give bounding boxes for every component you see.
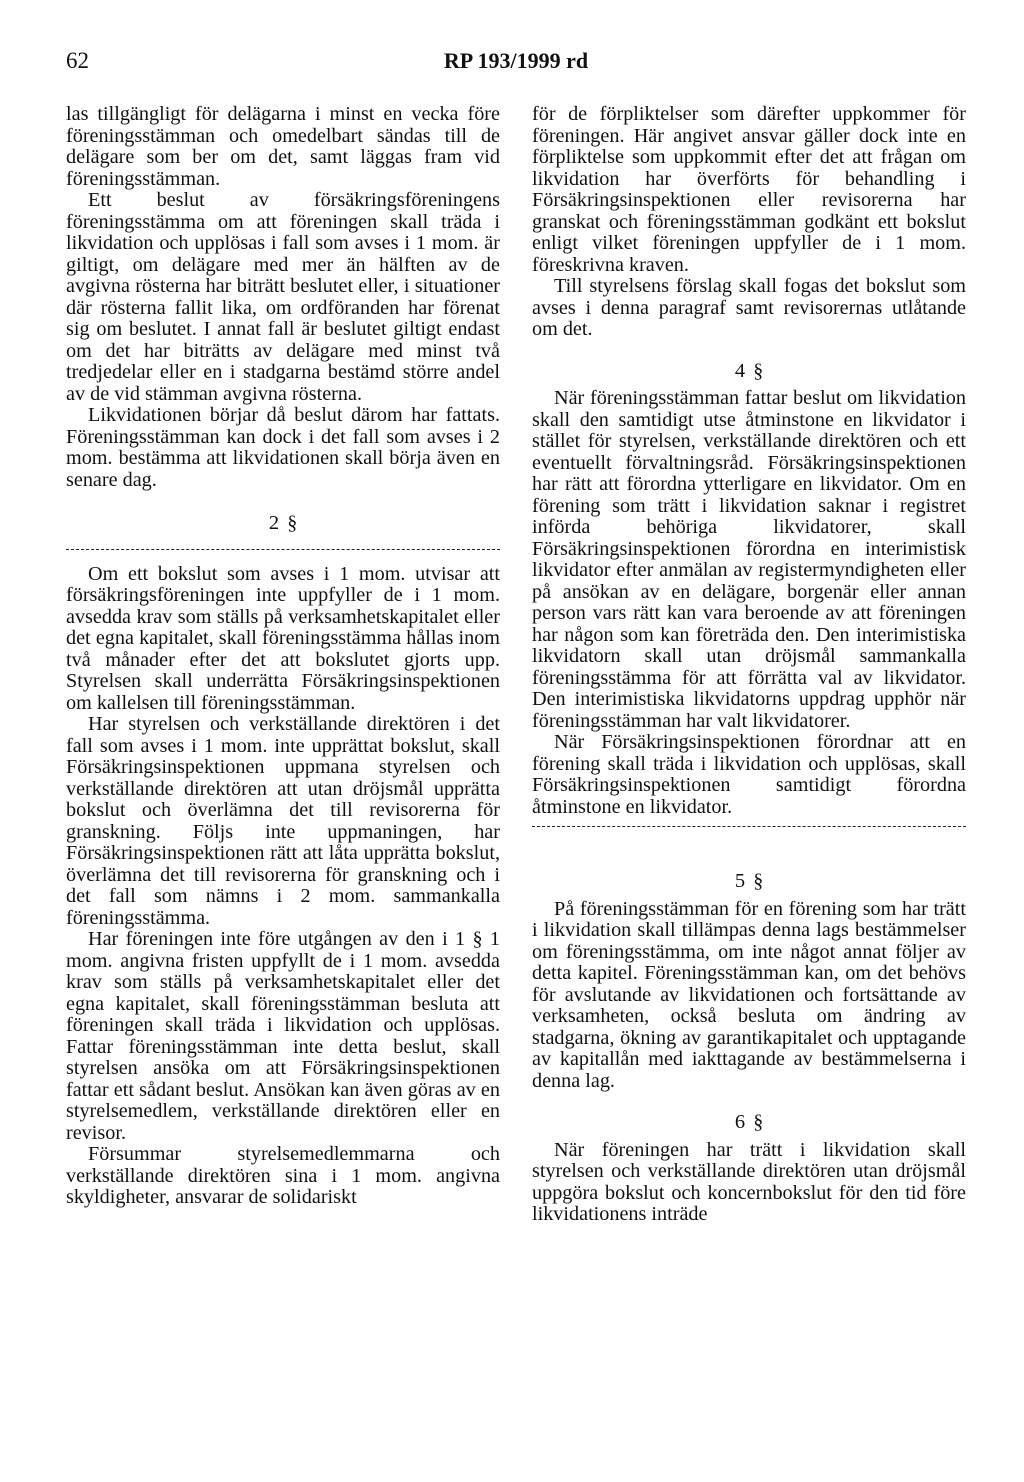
page-number: 62 [66,48,89,73]
section-symbol: § [753,870,764,892]
section-heading-4 [532,361,966,383]
paragraph: Om ett bokslut som avses i 1 mom. utvisar att försäkringsföreningen inte uppfyller de i 1 mom. avsedda krav som ställs på verksamhetskapitalet eller det egna kapitalet, skall föreningsstämma hållas inom två månader efter det att bokslutet gjorts upp. Styrelsen skall underrätta Försäkringsinspektionen om kallelsen till föreningsstämman. [66,562,500,714]
section-symbol: § [287,512,298,534]
section-symbol: § [753,359,764,382]
section-heading-6 [532,1112,966,1134]
paragraph: Till styrelsens förslag skall fogas det bokslut som avses i denna paragraf samt revisorernas utlåtande om det. [532,275,966,340]
paragraph-text: 1 mom. angivna fristen uppfyllt de i 1 mom. avsedda krav som ställs på verksamhetskapitalet eller det egna kapitalet, skall föreningsstämman besluta att föreningen skall träda i likvidation och upplösas. Fattar föreningsstämman inte detta beslut, skall styrelsen ansöka om att Försäkringsinspektionen fattar ett sådant beslut. Ansökan kan även göras av en styrelsemedlem, verkställande direktören eller en revisor. [66,928,500,1144]
section-number: 5 [734,870,746,892]
section-symbol: § [472,928,483,950]
omission-divider [532,826,966,827]
paragraph: När föreningsstämman fattar beslut om likvidation skall den samtidigt utse åtminstone en likvidator i stället för styrelsen, verkställande direktören och ett eventuellt förvaltningsråd. Försäkringsinspektionen har rätt att förordna ytterligare en likvidator. Om en förening som trätt i likvidation saknar i registret införda behöriga likvidatorer, skall Försäkringsinspektionen förordna en interimistisk likvidator efter anmälan av registermyndigheten eller på ansökan av en delägare, borgenär eller annan person vars rätt kan vara beroende av att föreningen har någon som kan företräda den. Den interimistiska likvidatorn skall utan dröjsmål sammankalla föreningsstämma för att förrätta val av likvidator. Den interimistiska likvidatorns uppdrag upphör när föreningsstämman har valt likvidatorer. [532,387,966,732]
paragraph: När föreningen har trätt i likvidation skall styrelsen och verkställande direktören utan dröjsmål uppgöra bokslut och koncernbokslut för den tid före likvidationens inträde [532,1138,966,1225]
section-number: 6 [734,1111,746,1133]
section-number: 4 [734,359,746,382]
paragraph: Har styrelsen och verkställande direktören i det fall som avses i 1 mom. inte upprättat bokslut, skall Försäkringsinspektionen uppmana styrelsen och verkställande direktören att utan dröjsmål upprätta bokslut och överlämna det till revisorerna för granskning. Följs inte uppmaningen, har Försäkringsinspektionen rätt att låta upprätta bokslut, överlämna det till revisorerna för granskning och i det fall som nämns i 2 mom. sammankalla föreningsstämma. [66,713,500,929]
left-column [66,104,500,1209]
omission-divider [66,549,500,550]
section-heading-5 [532,871,966,893]
section-symbol: § [753,1111,764,1133]
paragraph: las tillgängligt för delägarna i minst en vecka före föreningsstämman och omedelbart sändas till de delägare som ber om det, samt läggas fram vid föreningsstämman. [66,103,500,190]
section-number: 2 [268,512,280,534]
paragraph: Ett beslut av försäkringsföreningens föreningsstämma om att föreningen skall träda i likvidation och upplösas i fall som avses i 1 mom. är giltigt, om delägare med mer än hälften av de avgivna rösterna har biträtt beslutet eller, i situationer där rösterna fallit lika, om ordföranden har förenat sig om beslutet. I annat fall är beslutet giltigt endast om det har biträtts av delägare med minst två tredjedelar eller en i stadgarna bestämd större andel av de vid stämman avgivna rösterna. [66,189,500,405]
paragraph: Likvidationen börjar då beslut därom har fattats. Föreningsstämman kan dock i det fall som avses i 2 mom. bestämma att likvidationen skall börja även en senare dag. [66,404,500,491]
page-header [66,48,966,82]
paragraph [66,929,500,1144]
document-reference: RP 193/1999 rd [443,48,589,73]
paragraph: Försummar styrelsemedlemmarna och verkställande direktören sina i 1 mom. angivna skyldigheter, ansvarar de solidariskt [66,1143,500,1208]
paragraph: för de förpliktelser som därefter uppkommer för föreningen. Här angivet ansvar gäller dock inte en förpliktelse som uppkommit efter det att frågan om likvidation har överförts för behandling i Försäkringsinspektionen eller revisorerna har granskat och föreningsstämman godkänt ett bokslut enligt vilket föreningen uppfyller de i 1 mom. föreskrivna kraven. [532,103,966,276]
right-column [532,104,966,1226]
section-heading-2 [66,513,500,535]
paragraph: När Försäkringsinspektionen förordnar att en förening skall träda i likvidation och upplösas, skall Försäkringsinspektionen samtidigt förordna åtminstone en likvidator. [532,731,966,818]
paragraph-text: Har föreningen inte före utgången av den i 1 [88,928,466,950]
paragraph: På föreningsstämman för en förening som har trätt i likvidation skall tillämpas denna lags bestämmelser om föreningsstämma, om inte något annat följer av detta kapitel. Föreningsstämman kan, om det behövs för avslutande av likvidationen och fortsättande av verksamheten, också besluta om ändring av stadgarna, ökning av garantikapitalet och upptagande av kapitallån med iakttagande av bestämmelserna i denna lag. [532,897,966,1092]
